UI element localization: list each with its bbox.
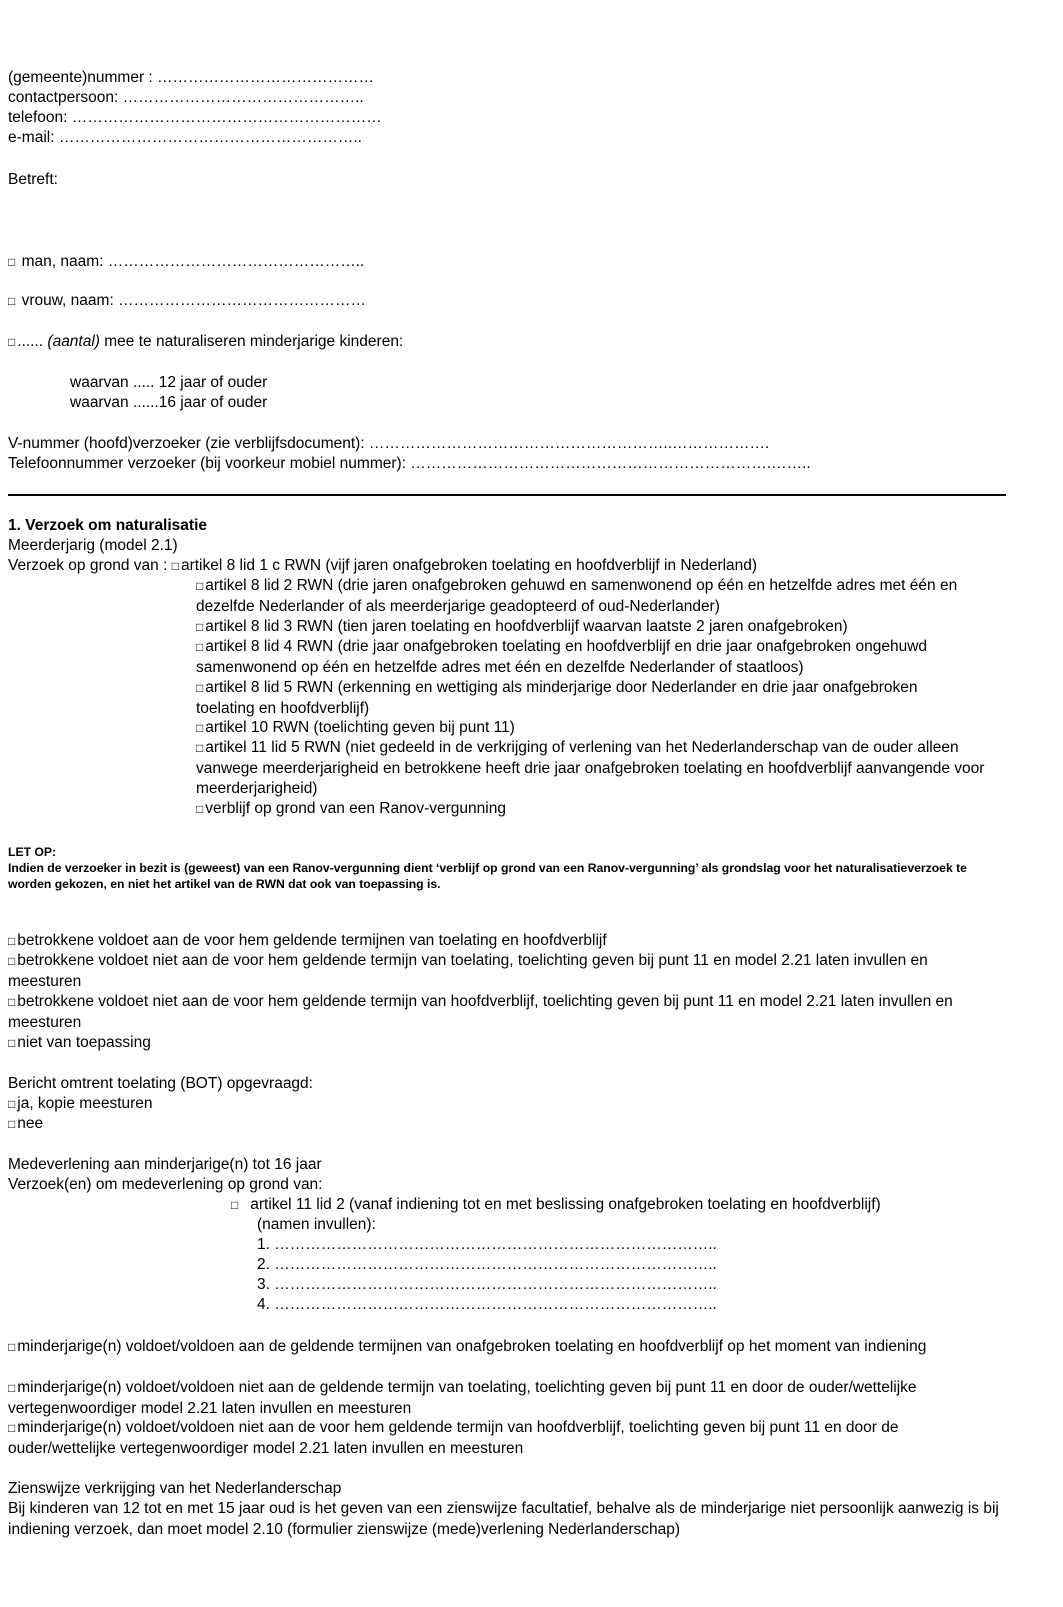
checkbox-icon[interactable]: □	[196, 579, 204, 593]
kinderen-row	[8, 332, 403, 353]
aantal-label: (aantal)	[47, 333, 100, 350]
checkbox-icon[interactable]: □	[8, 1381, 16, 1395]
checkbox-icon[interactable]: □	[8, 1036, 16, 1050]
letop-title: LET OP:	[8, 845, 57, 859]
option-artikel-11-5	[196, 738, 996, 800]
option-text: ja, kopie meesturen	[17, 1095, 153, 1112]
divider	[8, 494, 1006, 496]
telefoonnummer-field[interactable]: Telefoonnummer verzoeker (bij voorkeur mobiel nummer): …………………………………………………………….……..	[8, 455, 811, 472]
option-artikel-8-5	[196, 678, 926, 719]
namen-label: (namen invullen):	[257, 1216, 376, 1233]
grond-label	[8, 556, 757, 577]
telefoon-field[interactable]: telefoon: ……………………………………………………	[8, 109, 382, 126]
option-text: artikel 10 RWN (toelichting geven bij punt 11)	[205, 719, 515, 736]
option-artikel-8-1c: artikel 8 lid 1 c RWN (vijf jaren onafgebroken toelating en hoofdverblijf in Nederland)	[180, 557, 758, 574]
option-text: artikel 8 lid 2 RWN (drie jaren onafgebroken gehuwd en samenwonend op één en hetzelfde adres met één en dezelfde Nederlander of als meerderjarige geadopteerd of oud-Nederlander)	[196, 577, 958, 615]
letop-text: Indien de verzoeker in bezit is (geweest) van een Ranov-vergunning dient ‘verblijf op grond van een Ranov-vergunning’ als grondslag voor het naturalisatieverzoek te worden gekozen, en niet het artikel van de RWN dat ook van toepassing is.	[8, 861, 967, 891]
vnummer-field[interactable]: V-nummer (hoofd)verzoeker (zie verblijfsdocument): …………………………………………………..……………….	[8, 435, 770, 452]
checkbox-icon[interactable]: □	[8, 934, 16, 948]
checkbox-icon[interactable]: □	[196, 802, 204, 816]
option-artikel-8-3	[196, 617, 996, 638]
option-text: artikel 11 lid 2 (vanaf indiening tot en met beslissing onafgebroken toelating en hoofdverblijf)	[250, 1196, 881, 1213]
checkbox-icon[interactable]: □	[196, 681, 204, 695]
checkbox-icon[interactable]: □	[8, 255, 16, 269]
medeverlening-title: Medeverlening aan minderjarige(n) tot 16 jaar	[8, 1156, 322, 1173]
term-option-1	[8, 931, 1008, 952]
option-text: nee	[17, 1115, 44, 1132]
checkbox-icon[interactable]: □	[196, 741, 204, 755]
section-subtitle: Meerderjarig (model 2.1)	[8, 537, 178, 554]
checkbox-icon[interactable]: □	[171, 559, 179, 573]
option-text: minderjarige(n) voldoet/voldoen niet aan de voor hem geldende termijn van hoofdverblijf, toelichting geven bij punt 11 en door de ouder/wettelijke vertegenwoordiger model 2.21 laten invullen en meesturen	[8, 1419, 899, 1457]
zienswijze-text: Bij kinderen van 12 tot en met 15 jaar oud is het geven van een zienswijze facultatief, behalve als de minderjarige niet persoonlijk aanwezig is bij indiening verzoek, dan moet model 2.10 (formulier zienswijze (mede)verlening Nederlanderschap)	[8, 1500, 999, 1538]
bot-ja-option	[8, 1094, 153, 1115]
option-text: artikel 11 lid 5 RWN (niet gedeeld in de verkrijging of verlening van het Nederlanderschap van de ouder alleen vanwege meerderjarigheid en betrokkene heeft drie jaar onafgebroken toelating en hoofdverblijf aanvangende voor meerderjarigheid)	[196, 739, 985, 797]
term-option-2	[8, 951, 993, 992]
medeverlening-option	[231, 1195, 881, 1216]
option-artikel-8-4	[196, 637, 996, 678]
option-text: artikel 8 lid 4 RWN (drie jaar onafgebroken toelating en hoofdverblijf en drie jaar onafgebroken ongehuwd samenwonend op één en hetzelfde adres met één en dezelfde Nederlander of staatloos)	[196, 638, 928, 676]
option-text: betrokkene voldoet niet aan de voor hem geldende termijn van hoofdverblijf, toelichting geven bij punt 11 en model 2.21 laten invullen en meesturen	[8, 993, 953, 1031]
man-row	[8, 252, 364, 273]
waarvan12-field[interactable]: waarvan ..... 12 jaar of ouder	[70, 374, 268, 391]
contactpersoon-field[interactable]: contactpersoon: ………………………………………..	[8, 89, 364, 106]
checkbox-icon[interactable]: □	[8, 1117, 16, 1131]
option-ranov	[196, 799, 996, 820]
kinderen-count-field[interactable]: ......	[17, 333, 48, 350]
vrouw-field[interactable]: vrouw, naam: …………………………………………	[21, 292, 367, 309]
name-field-3[interactable]: 3. …………………………………………………………………………..	[257, 1276, 717, 1293]
minder-option-3	[8, 1418, 978, 1459]
minder-option-1	[8, 1337, 998, 1358]
kinderen-label: mee te naturaliseren minderjarige kinderen:	[99, 333, 404, 350]
bot-nee-option	[8, 1114, 43, 1135]
option-text: niet van toepassing	[17, 1034, 151, 1051]
option-text: minderjarige(n) voldoet/voldoen aan de geldende termijnen van onafgebroken toelating en hoofdverblijf op het moment van indiening	[17, 1338, 927, 1355]
checkbox-icon[interactable]: □	[196, 620, 204, 634]
checkbox-icon[interactable]: □	[8, 1340, 16, 1354]
option-text: minderjarige(n) voldoet/voldoen niet aan de geldende termijn van toelating, toelichting geven bij punt 11 en door de ouder/wettelijke vertegenwoordiger model 2.21 laten invullen en meesturen	[8, 1379, 917, 1417]
name-field-4[interactable]: 4. …………………………………………………………………………..	[257, 1296, 717, 1313]
waarvan16-field[interactable]: waarvan ......16 jaar of ouder	[70, 394, 268, 411]
checkbox-icon[interactable]: □	[231, 1198, 239, 1212]
term-option-3	[8, 992, 1018, 1033]
option-artikel-10	[196, 718, 996, 739]
zienswijze-title: Zienswijze verkrijging van het Nederlanderschap	[8, 1480, 342, 1497]
option-text: artikel 8 lid 5 RWN (erkenning en wettiging als minderjarige door Nederlander en drie jaar onafgebroken toelating en hoofdverblijf)	[196, 679, 918, 717]
checkbox-icon[interactable]: □	[8, 1097, 16, 1111]
option-text: artikel 8 lid 3 RWN (tien jaren toelating en hoofdverblijf waarvan laatste 2 jaren onafgebroken)	[205, 618, 848, 635]
checkbox-icon[interactable]: □	[8, 294, 16, 308]
checkbox-icon[interactable]: □	[196, 640, 204, 654]
checkbox-icon[interactable]: □	[8, 1421, 16, 1435]
medeverlening-grond: Verzoek(en) om medeverlening op grond van:	[8, 1176, 323, 1193]
name-field-1[interactable]: 1. …………………………………………………………………………..	[257, 1236, 717, 1253]
gemeentenummer-field[interactable]: (gemeente)nummer : ……………………………………	[8, 69, 375, 86]
checkbox-icon[interactable]: □	[8, 335, 16, 349]
checkbox-icon[interactable]: □	[8, 954, 16, 968]
vrouw-row	[8, 291, 366, 312]
section-title: 1. Verzoek om naturalisatie	[8, 517, 208, 534]
checkbox-icon[interactable]: □	[8, 995, 16, 1009]
grond-label-text: Verzoek op grond van :	[8, 557, 172, 574]
checkbox-icon[interactable]: □	[196, 721, 204, 735]
betreft-label: Betreft:	[8, 171, 58, 188]
option-text: betrokkene voldoet niet aan de voor hem geldende termijn van toelating, toelichting geven bij punt 11 en model 2.21 laten invullen en meesturen	[8, 952, 928, 990]
minder-option-2	[8, 1378, 948, 1419]
term-option-4	[8, 1033, 1008, 1054]
name-field-2[interactable]: 2. …………………………………………………………………………..	[257, 1256, 717, 1273]
man-field[interactable]: man, naam: …………………………………………..	[21, 253, 365, 270]
option-artikel-8-2	[196, 576, 996, 617]
option-text: verblijf op grond van een Ranov-vergunning	[205, 800, 506, 817]
option-text: betrokkene voldoet aan de voor hem geldende termijnen van toelating en hoofdverblijf	[17, 932, 607, 949]
bot-title: Bericht omtrent toelating (BOT) opgevraagd:	[8, 1075, 313, 1092]
email-field[interactable]: e-mail: …………………………………………………..	[8, 129, 362, 146]
